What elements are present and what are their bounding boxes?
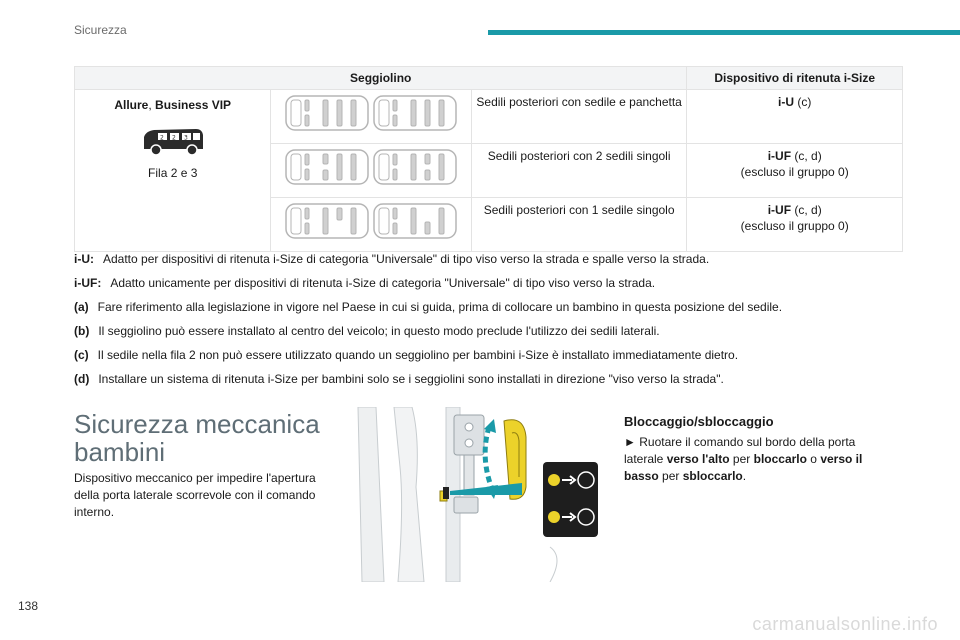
device-note: (c, d) (791, 203, 822, 217)
lock-text-bold: bloccarlo (753, 452, 807, 466)
device-cell (687, 90, 903, 144)
lock-text-bold: verso il basso (624, 452, 863, 483)
table-row (75, 90, 903, 144)
note-key: i-UF: (74, 276, 102, 290)
lock-text: per (658, 469, 683, 483)
note-item (74, 324, 904, 339)
device-code: i-U (778, 95, 795, 109)
vehicle-versions (79, 97, 266, 113)
van-top-view-icon (285, 202, 369, 240)
lock-instruction (624, 434, 889, 485)
lock-text: Ruotare il comando sul bordo della porta laterale (624, 435, 856, 466)
device-note: (c) (794, 95, 812, 109)
lock-text: o (806, 452, 821, 466)
lock-text: . (742, 469, 747, 483)
svg-text:2: 2 (171, 134, 176, 142)
note-text: Il seggiolino può essere installato al centro del veicolo; in questo modo preclude l'utilizzo dei sedili laterali. (98, 324, 660, 338)
seat-layout-diagram (271, 90, 471, 144)
device-cell (687, 144, 903, 198)
note-text: Il sedile nella fila 2 non può essere utilizzato quando un seggiolino per bambini i-Size è installato immediatamente dietro. (97, 348, 739, 362)
device-code: i-UF (767, 149, 792, 163)
lock-text-bold: sbloccarlo (682, 469, 743, 483)
van-top-view-icon (285, 94, 369, 132)
version-allure: Allure (114, 98, 149, 112)
note-item (74, 300, 904, 315)
device-extra: (escluso il gruppo 0) (740, 219, 849, 233)
note-item (74, 252, 904, 267)
note-key: (b) (74, 324, 90, 338)
bullet-arrow-icon: ► (624, 435, 636, 449)
running-header: Sicurezza (74, 23, 127, 37)
header-accent-bar (488, 30, 960, 35)
note-key: (d) (74, 372, 90, 386)
col-header-seat: Seggiolino (75, 67, 687, 90)
device-code: i-UF (767, 203, 792, 217)
van-side-view-icon (140, 125, 206, 157)
van-top-view-icon (373, 94, 457, 132)
seat-description: Sedili posteriori con 2 sedili singoli (471, 144, 687, 198)
device-extra: (escluso il gruppo 0) (740, 165, 849, 179)
seat-layout-diagram (271, 198, 471, 252)
note-text: Installare un sistema di ritenuta i-Size per bambini solo se i seggiolini sono installati in direzione "viso verso la strada". (98, 372, 724, 386)
note-item (74, 348, 904, 363)
lock-title: Bloccaggio/sbloccaggio (624, 414, 774, 429)
note-text: Fare riferimento alla legislazione in vigore nel Paese in cui si guida, prima di collocare un bambino in questa posizione del sedile. (97, 300, 783, 314)
col-header-device: Dispositivo di ritenuta i-Size (687, 67, 903, 90)
van-top-view-icon (373, 148, 457, 186)
version-business-vip: Business VIP (155, 98, 232, 112)
svg-text:2: 2 (159, 134, 164, 142)
lock-text-bold: verso l'alto (666, 452, 730, 466)
note-item (74, 372, 904, 387)
section-body: Dispositivo meccanico per impedire l'apertura della porta laterale scorrevole con il comando interno. (74, 471, 316, 519)
device-note: (c, d) (791, 149, 822, 163)
footnotes (74, 252, 904, 396)
seat-description: Sedili posteriori con sedile e panchetta (471, 90, 687, 144)
note-key: i-U: (74, 252, 94, 266)
section-title: Sicurezza meccanica bambini (74, 409, 320, 467)
device-cell (687, 198, 903, 252)
page-number: 138 (18, 599, 39, 613)
seat-layout-diagram (271, 144, 471, 198)
note-key: (c) (74, 348, 89, 362)
table-header-row (75, 67, 903, 90)
note-key: (a) (74, 300, 89, 314)
svg-text:3: 3 (183, 134, 188, 142)
note-text: Adatto unicamente per dispositivi di ritenuta i-Size di categoria "Universale" di tipo viso verso la strada. (110, 276, 656, 290)
watermark: carmanualsonline.info (752, 614, 938, 634)
seat-description: Sedili posteriori con 1 sedile singolo (471, 198, 687, 252)
van-top-view-icon (373, 202, 457, 240)
child-seat-table (74, 66, 903, 252)
child-lock-illustration (354, 407, 602, 582)
lock-text: per (729, 452, 754, 466)
note-item (74, 276, 904, 291)
vehicle-cell (75, 90, 271, 252)
rows-label: Fila 2 e 3 (148, 166, 198, 180)
note-text: Adatto per dispositivi di ritenuta i-Size di categoria "Universale" di tipo viso verso la strada e spalle verso la strada. (103, 252, 710, 266)
version-separator: , (148, 98, 156, 112)
van-top-view-icon (285, 148, 369, 186)
